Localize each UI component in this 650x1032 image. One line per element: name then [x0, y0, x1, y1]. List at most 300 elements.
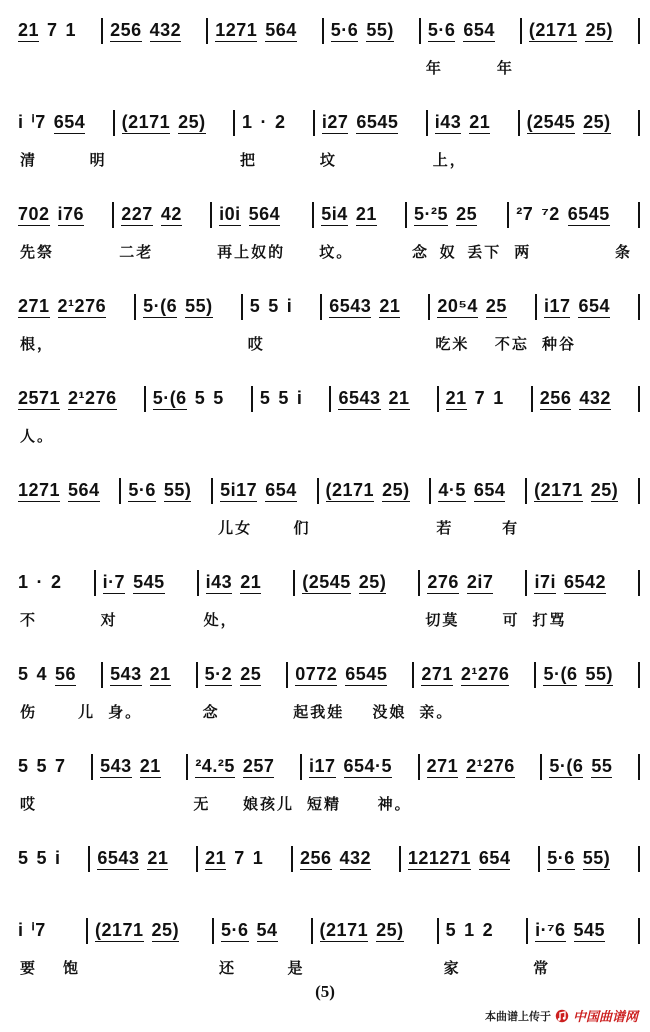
note-group: 25) [382, 479, 410, 500]
note-group: · [36, 572, 44, 592]
measure-notes [324, 18, 421, 44]
note-group: 2 [482, 920, 494, 940]
lyric-syllable: 坟。 [319, 243, 354, 261]
note-group: 432 [579, 387, 611, 408]
note-group: 654 [578, 295, 611, 316]
lyric-syllable: 处， [203, 611, 238, 629]
measure-notes [15, 202, 114, 228]
measure-notes [430, 294, 537, 320]
note-group: 545 [133, 571, 165, 592]
measure-lyrics [243, 334, 323, 354]
note-group: 256 [299, 847, 332, 868]
note-group: 6543 [97, 847, 140, 868]
measure [420, 754, 543, 846]
measure-notes [293, 846, 401, 872]
measure-notes [520, 110, 640, 136]
note-group: 5·6 [128, 479, 156, 500]
measure [15, 754, 93, 846]
note-group: 25 [240, 663, 262, 684]
lyric-syllable: 神。 [377, 795, 412, 813]
measure-notes [414, 662, 536, 688]
measure [103, 18, 208, 110]
note-group: (2171 [121, 111, 171, 132]
measure-notes [540, 846, 640, 872]
measure [198, 846, 293, 918]
note-group: 5 [36, 848, 48, 868]
measure [96, 570, 199, 662]
measure [293, 846, 401, 918]
measure [315, 110, 428, 202]
note-group: 6542 [563, 571, 607, 592]
staff-system [15, 846, 640, 918]
lyric-syllable: 常 [533, 959, 551, 977]
measure-notes [536, 662, 640, 688]
measure [314, 202, 407, 294]
note-group: 564 [265, 19, 297, 40]
measure-notes [15, 846, 90, 872]
lyric-syllable: 们 [293, 519, 311, 537]
measure-lyrics [420, 610, 527, 630]
note-group: 654·5 [343, 755, 393, 776]
measure-notes [212, 202, 314, 228]
lyric-syllable: 把 [239, 151, 257, 169]
note-group: 6543 [338, 387, 381, 408]
lyric-syllable: 二老 [119, 243, 154, 261]
note-group: (2171 [528, 19, 578, 40]
measure-lyrics [528, 958, 640, 978]
note-group: 432 [149, 19, 182, 40]
note-group: 5 [18, 756, 29, 776]
site-attribution [485, 1006, 638, 1025]
measure-notes [302, 754, 420, 780]
measure-notes [420, 754, 543, 780]
measure [527, 478, 640, 570]
measure [430, 294, 537, 386]
note-group: 5·(6 [543, 663, 578, 684]
measure-lyrics [198, 702, 289, 722]
note-group: 564 [68, 479, 100, 500]
lyric-syllable: 坟 [319, 151, 337, 169]
lyric-syllable: 亲。 [419, 703, 454, 721]
measure [15, 846, 90, 918]
lyric-syllable: 清 [20, 151, 38, 169]
measure-notes [313, 918, 439, 944]
lyric-syllable: 人。 [20, 427, 55, 445]
measure-lyrics [314, 242, 407, 262]
note-group: 4 [36, 664, 48, 684]
measure [322, 294, 430, 386]
measure-lyrics [15, 702, 103, 722]
site-logo: 中国曲谱网 [572, 1010, 638, 1025]
note-group: 5 [194, 388, 206, 408]
note-group: 257 [242, 755, 275, 776]
note-group: 21 [379, 295, 401, 316]
note-group: 543 [110, 663, 142, 684]
measure-lyrics [439, 958, 529, 978]
measure-lyrics [214, 958, 313, 978]
note-group: 25) [178, 111, 206, 132]
lyric-syllable: 还 [219, 959, 237, 977]
lyric-syllable: 先祭 [20, 243, 55, 261]
measure [537, 294, 640, 386]
measure [136, 294, 243, 386]
measure [198, 662, 289, 754]
note-group: 5 [249, 296, 261, 316]
note-group: 55) [585, 663, 613, 684]
note-group: 1 [252, 848, 264, 868]
lyric-syllable: 身。 [108, 703, 143, 721]
note-group: i·⁷6 [535, 919, 566, 940]
lyric-syllable: 是 [287, 959, 305, 977]
lyric-syllable: 两 [514, 243, 532, 261]
note-group: (2171 [95, 919, 144, 940]
note-group: 256 [539, 387, 572, 408]
measure-notes [88, 918, 214, 944]
measure [199, 570, 296, 662]
lyric-syllable: 没娘 [372, 703, 407, 721]
note-group: 227 [121, 203, 153, 224]
measure-lyrics [188, 794, 302, 814]
note-group: 21 [240, 571, 262, 592]
note-group: 55 [591, 755, 613, 776]
measure [420, 570, 527, 662]
lyric-syllable: 明 [89, 151, 107, 169]
lyric-syllable: 年 [496, 59, 514, 77]
lyric-syllable: 儿 [78, 703, 96, 721]
measure-lyrics [235, 150, 315, 170]
note-group: 42 [160, 203, 182, 224]
note-group: 55) [366, 19, 394, 40]
lyric-syllable: 不忘 [494, 335, 529, 353]
measure-lyrics [15, 958, 88, 978]
measure-notes [253, 386, 332, 412]
lyric-syllable: 对 [100, 611, 118, 629]
lyric-syllable: 打骂 [532, 611, 567, 629]
measure [528, 918, 640, 978]
measure-lyrics [527, 610, 640, 630]
note-group: 7 [234, 848, 245, 868]
page-number: (5) [315, 982, 335, 1001]
measure [439, 386, 533, 478]
note-group: 256 [110, 19, 142, 40]
note-group: 55) [163, 479, 192, 500]
note-group: 271 [426, 755, 459, 776]
measure-notes [439, 918, 529, 944]
note-group: (2171 [319, 919, 369, 940]
measure [214, 918, 313, 978]
note-group: 21 [149, 663, 171, 684]
note-group: · [260, 112, 267, 132]
lyric-syllable: 丢下 [467, 243, 502, 261]
measure-lyrics [213, 518, 318, 538]
measure-notes [15, 386, 146, 412]
measure [15, 918, 88, 978]
measure-notes [15, 110, 115, 136]
note-group: 25) [583, 111, 611, 132]
note-group: 0772 [295, 663, 338, 684]
lyric-syllable: 奴 [439, 243, 457, 261]
measure-notes [96, 570, 199, 596]
measure-notes [214, 918, 313, 944]
measure-notes [315, 110, 428, 136]
measure [522, 18, 640, 110]
note-group: 25) [358, 571, 387, 592]
lyric-syllable: 切莫 [425, 611, 460, 629]
measure-notes [136, 294, 243, 320]
measure-lyrics [509, 242, 640, 262]
measure-notes [322, 294, 430, 320]
measure [253, 386, 332, 478]
note-group: 55) [582, 847, 611, 868]
measure [115, 110, 235, 202]
measure [212, 202, 314, 294]
measure-notes [114, 202, 212, 228]
lyric-syllable: 吃米 [435, 335, 470, 353]
note-group: 5 [259, 388, 271, 408]
measure [527, 570, 640, 662]
lyric-syllable: 上， [432, 151, 467, 169]
measure-lyrics [15, 242, 114, 262]
lyric-syllable: 念 [412, 243, 430, 261]
note-group: i [18, 920, 24, 940]
note-group: 5 [445, 920, 457, 940]
measure [103, 662, 198, 754]
note-group: 25) [585, 19, 613, 40]
note-group: 2¹276 [68, 387, 117, 408]
measure-notes [527, 478, 640, 504]
measure-lyrics [15, 334, 136, 354]
note-group: 654 [478, 847, 511, 868]
upload-text: 本曲谱上传于 [484, 1009, 551, 1023]
measure-lyrics [414, 702, 536, 722]
note-group: 1271 [215, 19, 258, 40]
measure-notes [121, 478, 213, 504]
measure-lyrics [430, 334, 537, 354]
measure-notes [115, 110, 235, 136]
lyric-syllable: 根， [20, 335, 55, 353]
measure-notes [15, 478, 121, 504]
measure-lyrics [421, 58, 522, 78]
note-group: 5 [18, 848, 29, 868]
measure [542, 754, 640, 846]
note-group: i [296, 388, 303, 408]
lyric-syllable: 要 [20, 959, 38, 977]
note-group: 5·2 [204, 663, 233, 684]
note-group: 1 [65, 20, 77, 40]
lyric-syllable: 再上奴的 [217, 243, 286, 261]
measure-lyrics [315, 150, 428, 170]
note-group: 5·6 [547, 847, 575, 868]
measure [93, 754, 188, 846]
note-group: (2545 [302, 571, 351, 592]
measure-notes [407, 202, 509, 228]
measure-lyrics [96, 610, 199, 630]
measure-notes [103, 18, 208, 44]
measure-notes [15, 754, 93, 780]
lyric-syllable: 念 [202, 703, 220, 721]
note-group: 2i7 [466, 571, 494, 592]
note-group: 5·(6 [152, 387, 187, 408]
measure-lyrics [288, 702, 414, 722]
measure-notes [331, 386, 438, 412]
note-group: 654 [265, 479, 297, 500]
note-group: 21 [355, 203, 377, 224]
measure-notes [90, 846, 198, 872]
note-group: i17 [543, 295, 571, 316]
note-group: ⁷2 [541, 204, 560, 224]
measure-lyrics [15, 794, 93, 814]
note-group: i [55, 848, 61, 868]
note-group: 543 [100, 755, 132, 776]
note-group: i76 [57, 203, 85, 224]
measure-notes [314, 202, 407, 228]
measure-notes [198, 846, 293, 872]
note-group: 1271 [18, 479, 61, 500]
note-group: ²4.²5 [195, 755, 235, 776]
note-group: 21 [469, 111, 491, 132]
note-group: 5i17 [220, 479, 258, 500]
lyric-syllable: 家 [443, 959, 461, 977]
note-group: 5 [18, 664, 29, 684]
note-group: i43 [434, 111, 462, 132]
lyric-syllable: 哎 [20, 795, 38, 813]
measure [90, 846, 198, 918]
measure-lyrics [103, 702, 198, 722]
measure [533, 386, 640, 478]
measure [188, 754, 302, 846]
measure [302, 754, 420, 846]
note-group: 7 [55, 756, 66, 776]
measure-notes [528, 918, 640, 944]
note-group: (2171 [325, 479, 375, 500]
lyric-syllable: 种谷 [541, 335, 576, 353]
measure [15, 386, 146, 478]
measure-notes [199, 570, 296, 596]
site-logo-icon [555, 1009, 569, 1023]
note-group: 1 [493, 388, 504, 408]
note-group: i·7 [102, 571, 126, 592]
lyric-syllable: 有 [502, 519, 520, 537]
note-group: 2 [51, 572, 62, 592]
measure [235, 110, 315, 202]
note-group: 7 [474, 388, 486, 408]
lyric-syllable: 可 [502, 611, 520, 629]
note-group: 545 [573, 919, 606, 940]
note-group: 654 [473, 479, 506, 500]
staff-system [15, 202, 640, 294]
note-group: 5·(6 [549, 755, 584, 776]
measure-lyrics [302, 794, 420, 814]
measure-notes [420, 570, 527, 596]
note-group: i43 [205, 571, 233, 592]
note-group: 25 [485, 295, 507, 316]
note-group: i [18, 112, 24, 132]
note-group: i27 [321, 111, 349, 132]
note-group: 1 [241, 112, 253, 132]
lyric-syllable: 条 [614, 243, 632, 261]
note-group: 2¹276 [57, 295, 107, 316]
note-group: 5·6 [427, 19, 456, 40]
note-group: 654 [53, 111, 86, 132]
note-group: 276 [427, 571, 459, 592]
staff-system [15, 294, 640, 386]
note-group: 21 [388, 387, 410, 408]
note-group: 5 [278, 388, 289, 408]
note-group: 5 [213, 388, 224, 408]
staff-system [15, 18, 640, 110]
staff-system [15, 478, 640, 570]
lyric-syllable: 哎 [247, 335, 265, 353]
measure [146, 386, 253, 478]
lyric-syllable: 不 [20, 611, 38, 629]
measure-notes [522, 18, 640, 44]
note-group: 4·5 [438, 479, 466, 500]
note-group: 702 [18, 203, 50, 224]
measure-notes [533, 386, 640, 412]
score-page [15, 18, 640, 978]
measure-notes [213, 478, 318, 504]
note-group: 25 [456, 203, 478, 224]
measure [428, 110, 520, 202]
measure-lyrics [431, 518, 527, 538]
measure-notes [439, 386, 533, 412]
note-group: 1 [464, 920, 475, 940]
measure [15, 570, 96, 662]
measure-notes [421, 18, 522, 44]
measure-lyrics [428, 150, 520, 170]
staff-system [15, 110, 640, 202]
note-group: i7i [534, 571, 556, 592]
measure-notes [146, 386, 253, 412]
lyric-syllable: 起我娃 [293, 703, 345, 721]
note-group: 5·6 [221, 919, 249, 940]
measure [313, 918, 439, 978]
note-group: 6545 [567, 203, 610, 224]
note-group: 564 [248, 203, 281, 224]
note-group: 54 [256, 919, 278, 940]
note-group: 21 [139, 755, 161, 776]
measure-notes [198, 662, 289, 688]
lyric-syllable: 若 [436, 519, 454, 537]
note-group: 25) [376, 919, 404, 940]
measure [15, 18, 103, 110]
note-group: 2 [275, 112, 286, 132]
measure [114, 202, 212, 294]
measure-notes [319, 478, 432, 504]
measure-notes [431, 478, 527, 504]
note-group: 5·6 [330, 19, 359, 40]
measure-lyrics [407, 242, 509, 262]
measure-notes [401, 846, 540, 872]
note-group: 25) [151, 919, 180, 940]
note-group: 20⁵4 [437, 295, 478, 316]
measure-lyrics [15, 150, 115, 170]
note-group: ⁱ7 [31, 920, 46, 940]
measure [536, 662, 640, 754]
measure-notes [93, 754, 188, 780]
note-group: i [286, 296, 293, 316]
note-group: i0i [219, 203, 241, 224]
measure [509, 202, 640, 294]
measure [121, 478, 213, 570]
measure-lyrics [114, 242, 212, 262]
measure [15, 294, 136, 386]
measure-lyrics [15, 610, 96, 630]
note-group: 121271 [407, 847, 471, 868]
note-group: 6545 [345, 663, 388, 684]
measure-notes [15, 294, 136, 320]
measure [324, 18, 421, 110]
